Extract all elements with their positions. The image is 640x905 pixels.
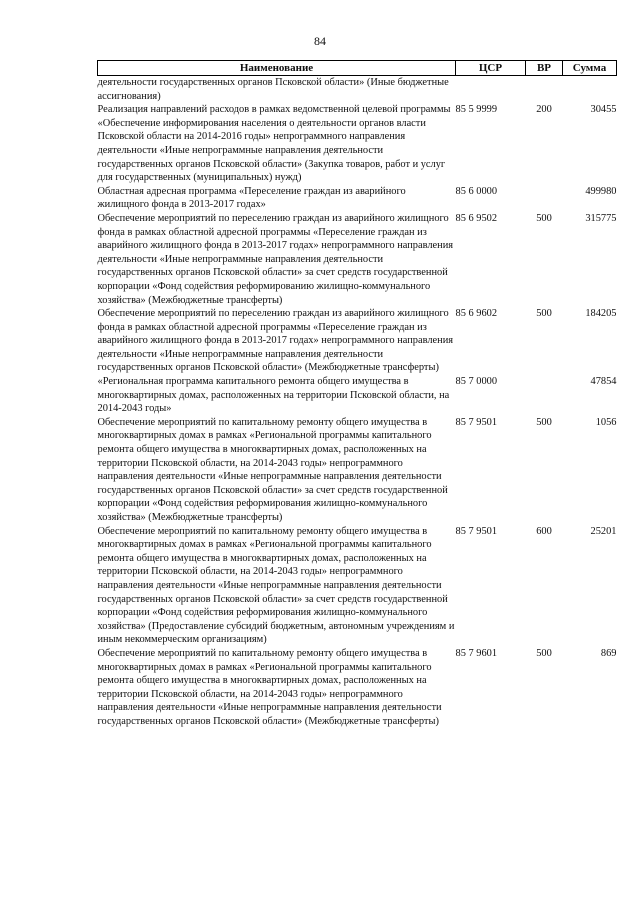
- header-vr: ВР: [526, 61, 563, 76]
- table-row: [98, 103, 617, 185]
- cell-name: Обеспечение мероприятий по капитальному ремонту общего имущества в многоквартирных домах в рамках «Региональной программы капитального ремонта общего имущества в многоквартирных домах, расположенных на территории Псковской области, на 2014-2043 годы» непрограммного направления деятельности «Иные непрограммные направления деятельности государственных органов Псковской области» за счет средств государственной корпорации «Фонд содействия реформирования жилищно-коммунального хозяйства» (Предоставление субсидий бюджетным, автономным учреждениям и иным некоммерческим организациям): [97, 525, 455, 646]
- cell-vr: 200: [536, 104, 552, 116]
- table-row: [98, 76, 617, 104]
- cell-name: «Региональная программа капитального ремонта общего имущества в многоквартирных домах, расположенных на территории Псковской области, на 2014-2043 годы»: [97, 376, 450, 415]
- cell-sum: 869: [600, 647, 617, 659]
- cell-sum: 25201: [590, 525, 617, 537]
- cell-sum: 30455: [590, 104, 617, 116]
- cell-name: Областная адресная программа «Переселение граждан из аварийного жилищного фонда в 2013-2017 годах»: [97, 185, 406, 211]
- cell-vr: [526, 375, 563, 416]
- table-row: [98, 525, 617, 647]
- cell-sum: 315775: [585, 212, 617, 224]
- cell-csr: 85 6 9602: [455, 308, 498, 320]
- cell-name: Реализация направлений расходов в рамках ведомственной целевой программы «Обеспечение информирования населения о деятельности органов власти Псковской области на 2014-2016 годы» непрограммного направления деятельности «Иные непрограммные направления деятельности государственных органов Псковской области» (Закупка товаров, работ и услуг для государственных (муниципальных) нужд): [97, 104, 451, 184]
- cell-csr: 85 6 9502: [455, 212, 498, 224]
- cell-vr: 500: [536, 416, 552, 428]
- cell-name: Обеспечение мероприятий по переселению граждан из аварийного жилищного фонда в рамках областной адресной программы «Переселение граждан из аварийного жилищного фонда в 2013-2017 годах» непрограммного направления деятельности «Иные непрограммные направления деятельности государственных органов Псковской области» за счет средств государственной корпорации «Фонд содействия реформированию жилищно-коммунального хозяйства» (Межбюджетные трансферты): [97, 212, 454, 306]
- cell-sum: 499980: [585, 185, 617, 197]
- cell-csr: [456, 76, 526, 104]
- header-name: Наименование: [98, 61, 456, 76]
- cell-vr: 500: [536, 212, 552, 224]
- header-sum: Сумма: [563, 61, 617, 76]
- table-header-row: [98, 61, 617, 76]
- cell-vr: [526, 76, 563, 104]
- cell-csr: 85 7 9501: [455, 525, 498, 537]
- cell-csr: 85 7 9501: [455, 416, 498, 428]
- cell-sum: 184205: [585, 308, 617, 320]
- table-row: [98, 375, 617, 416]
- page-number: 84: [314, 34, 326, 48]
- cell-sum: [563, 76, 617, 104]
- cell-name: Обеспечение мероприятий по переселению граждан из аварийного жилищного фонда в рамках областной адресной программы «Переселение граждан из аварийного жилищного фонда в 2013-2017 годах» непрограммного направления деятельности «Иные непрограммные направления деятельности государственных органов Псковской области» (Межбюджетные трансферты): [97, 308, 454, 374]
- header-csr: ЦСР: [456, 61, 526, 76]
- cell-csr: 85 7 9601: [455, 647, 498, 659]
- table-body: [98, 76, 617, 729]
- table-row: [98, 307, 617, 375]
- cell-csr: 85 6 0000: [455, 185, 498, 197]
- table-row: [98, 212, 617, 307]
- cell-vr: [526, 185, 563, 212]
- cell-csr: 85 5 9999: [455, 104, 498, 116]
- cell-vr: 600: [536, 525, 552, 537]
- cell-sum: 1056: [595, 416, 617, 428]
- cell-name: деятельности государственных органов Псковской области» (Иные бюджетные ассигнования): [97, 77, 449, 102]
- cell-name: Обеспечение мероприятий по капитальному ремонту общего имущества в многоквартирных домах в рамках «Региональной программы капитального ремонта общего имущества в многоквартирных домах, расположенных на территории Псковской области, на 2014-2043 годы» непрограммного направления деятельности «Иные непрограммные направления деятельности государственных органов Псковской области» за счет средств государственной корпорации «Фонд содействия реформирования жилищно-коммунального хозяйства» (Межбюджетные трансферты): [97, 416, 448, 523]
- table-row: [98, 185, 617, 212]
- cell-csr: 85 7 0000: [455, 376, 498, 388]
- cell-name: Обеспечение мероприятий по капитальному ремонту общего имущества в многоквартирных домах в рамках «Региональной программы капитального ремонта общего имущества в многоквартирных домах, расположенных на территории Псковской области, на 2014-2043 годы» непрограммного направления деятельности «Иные непрограммные направления деятельности государственных органов Псковской области» (Межбюджетные трансферты): [97, 647, 442, 727]
- cell-vr: 500: [536, 308, 552, 320]
- cell-vr: 500: [536, 647, 552, 659]
- table-row: [98, 647, 617, 729]
- table-row: [98, 416, 617, 525]
- budget-table: [97, 60, 617, 729]
- cell-sum: 47854: [590, 376, 617, 388]
